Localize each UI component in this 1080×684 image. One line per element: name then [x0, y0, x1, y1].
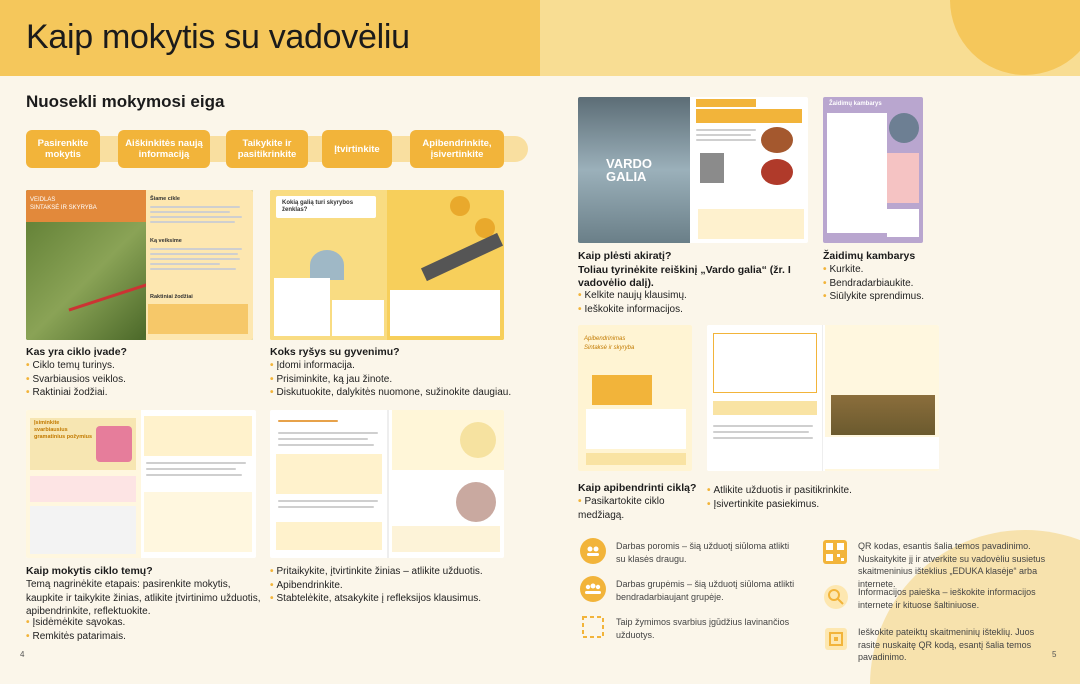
horizon-title: Kaip plėsti akiratį?: [578, 250, 672, 262]
life-bullet: • Įdomi informacija.: [270, 359, 511, 373]
thumb-game-heading: Žaidimų kambarys: [829, 101, 882, 107]
horizon-bullet: • Kelkite naujų klausimų.: [578, 289, 687, 303]
thumb-cycle-intro-sub3: Raktiniai žodžiai: [150, 294, 193, 300]
thumb-cycle-intro: [26, 190, 253, 340]
thumb-self-assessment: [707, 325, 939, 471]
legend-search: Informacijos paieška – ieškokite informacijos internete ir kituose šaltiniuose.: [858, 587, 1036, 610]
flow-step-summarize: Apibendrinkite, įsivertinkite: [410, 130, 504, 168]
intro-bullet: • Svarbiausios veiklos.: [26, 373, 126, 387]
legend-qr-code: QR kodas, esantis šalia temos pavadinimo. Nuskaitykite jį ir atverkite su vadovėliu susietus skaitmeninius išteklius „EDUKA klasėje“ arba internete.: [858, 541, 1046, 589]
horizon-bullets: [578, 289, 687, 316]
pair-work-icon: [580, 538, 606, 564]
thumb-cycle-intro-heading: VEIDLAS SINTAKSĖ IR SKYRYBA: [30, 197, 97, 211]
topic-bullet: • Remkitės patarimais.: [26, 630, 126, 644]
game-bullet: • Bendradarbiaukite.: [823, 277, 924, 291]
page-number-right: 5: [1052, 650, 1057, 659]
topic-bullet: • Stabtelėkite, atsakykite į refleksijos klausimus.: [270, 592, 510, 606]
horizon-bullet: • Ieškokite informacijos.: [578, 303, 687, 317]
topic-bullets-left: [26, 616, 126, 643]
intro-bullet: • Raktiniai žodžiai.: [26, 386, 126, 400]
thumb-summary-heading: Apibendrinimas Sintaksė ir skyryba: [584, 336, 635, 351]
search-icon: [823, 584, 849, 610]
thumb-cycle-intro-sub2: Ką veiksime: [150, 238, 182, 244]
section-subtitle: Nuosekli mokymosi eiga: [26, 92, 225, 111]
thumb-remember: [26, 410, 256, 558]
life-bullets: [270, 359, 511, 400]
thumb-summary: [578, 325, 692, 471]
thumb-consolidate: [270, 410, 504, 558]
legend-pair-work: Darbas poromis – šią užduotį siūloma atlikti su klasės draugu.: [616, 541, 790, 564]
topic-title: Kaip mokytis ciklo temų?: [26, 565, 153, 577]
game-bullets: [823, 263, 924, 304]
legend-group-work: Darbas grupėmis – šią užduotį siūloma atlikti bendradarbiaujant grupėje.: [616, 579, 795, 602]
thumb-vardo-galia-title: VARDO GALIA: [606, 156, 652, 184]
thumb-life-heading: Kokią galią turi skyrybos ženklas?: [282, 200, 354, 213]
life-bullet: • Diskutuokite, dalykitės nuomone, sužinokite daugiau.: [270, 386, 511, 400]
topic-bullet: • Apibendrinkite.: [270, 579, 510, 593]
topic-bullet: • Pritaikykite, įtvirtinkite žinias – atlikite užduotis.: [270, 565, 510, 579]
topic-bullets-right: [270, 565, 510, 606]
thumb-vardo-galia: [578, 97, 808, 243]
thumb-remember-heading: Įsiminkite svarbiausius gramatinius požymius: [34, 420, 93, 440]
summary-title: Kaip apibendrinti ciklą?: [578, 482, 697, 494]
topic-bullet: • Įsidėmėkite sąvokas.: [26, 616, 126, 630]
legend-digital-resource: Ieškokite pateiktų skaitmeninių išteklių. Juos rasite nuskaitę QR kodą, esantį šalia temos pavadinimo.: [858, 627, 1035, 662]
game-title: Žaidimų kambarys: [823, 250, 916, 262]
summary-bullet: • Įsivertinkite pasiekimus.: [707, 498, 852, 512]
flow-step-apply: Taikykite ir pasitikrinkite: [226, 130, 308, 168]
summary-bullets-left: [578, 495, 688, 522]
digital-resource-icon: [823, 626, 849, 652]
intro-title: Kas yra ciklo įvade?: [26, 346, 127, 358]
life-title: Koks ryšys su gyvenimu?: [270, 346, 400, 358]
life-bullet: • Prisiminkite, ką jau žinote.: [270, 373, 511, 387]
summary-bullets-right: [707, 484, 852, 511]
horizon-subtitle: Toliau tyrinėkite reiškinį „Vardo galia“ (žr. I vadovėlio dalį).: [578, 264, 791, 289]
game-bullet: • Kurkite.: [823, 263, 924, 277]
page-number-left: 4: [20, 650, 25, 659]
flow-step-choose: Pasirenkite mokytis: [26, 130, 100, 168]
qr-code-icon: [823, 540, 847, 564]
thumb-life-connection: [270, 190, 504, 340]
legend-skills: Taip žymimos svarbius įgūdžius lavinančios užduotys.: [616, 617, 790, 640]
thumb-game-room: [823, 97, 923, 243]
group-work-icon: [580, 576, 606, 602]
summary-bullet: • Pasikartokite ciklo medžiagą.: [578, 495, 688, 522]
intro-bullets: [26, 359, 126, 400]
game-bullet: • Siūlykite sprendimus.: [823, 290, 924, 304]
thumb-cycle-intro-sub1: Šiame cikle: [150, 196, 180, 202]
flow-step-explain: Aiškinkitės naują informaciją: [118, 130, 210, 168]
flow-step-consolidate: Įtvirtinkite: [322, 130, 392, 168]
intro-bullet: • Ciklo temų turinys.: [26, 359, 126, 373]
topic-paragraph: Temą nagrinėkite etapais: pasirenkite mokytis, kaupkite ir taikykite žinias, atlikite įtvirtinimo užduotis, apibendrinkite, reflektuokite.: [26, 579, 261, 617]
skills-icon: [580, 614, 606, 640]
page-title: Kaip mokytis su vadovėliu: [26, 18, 410, 56]
summary-bullet: • Atlikite užduotis ir pasitikrinkite.: [707, 484, 852, 498]
